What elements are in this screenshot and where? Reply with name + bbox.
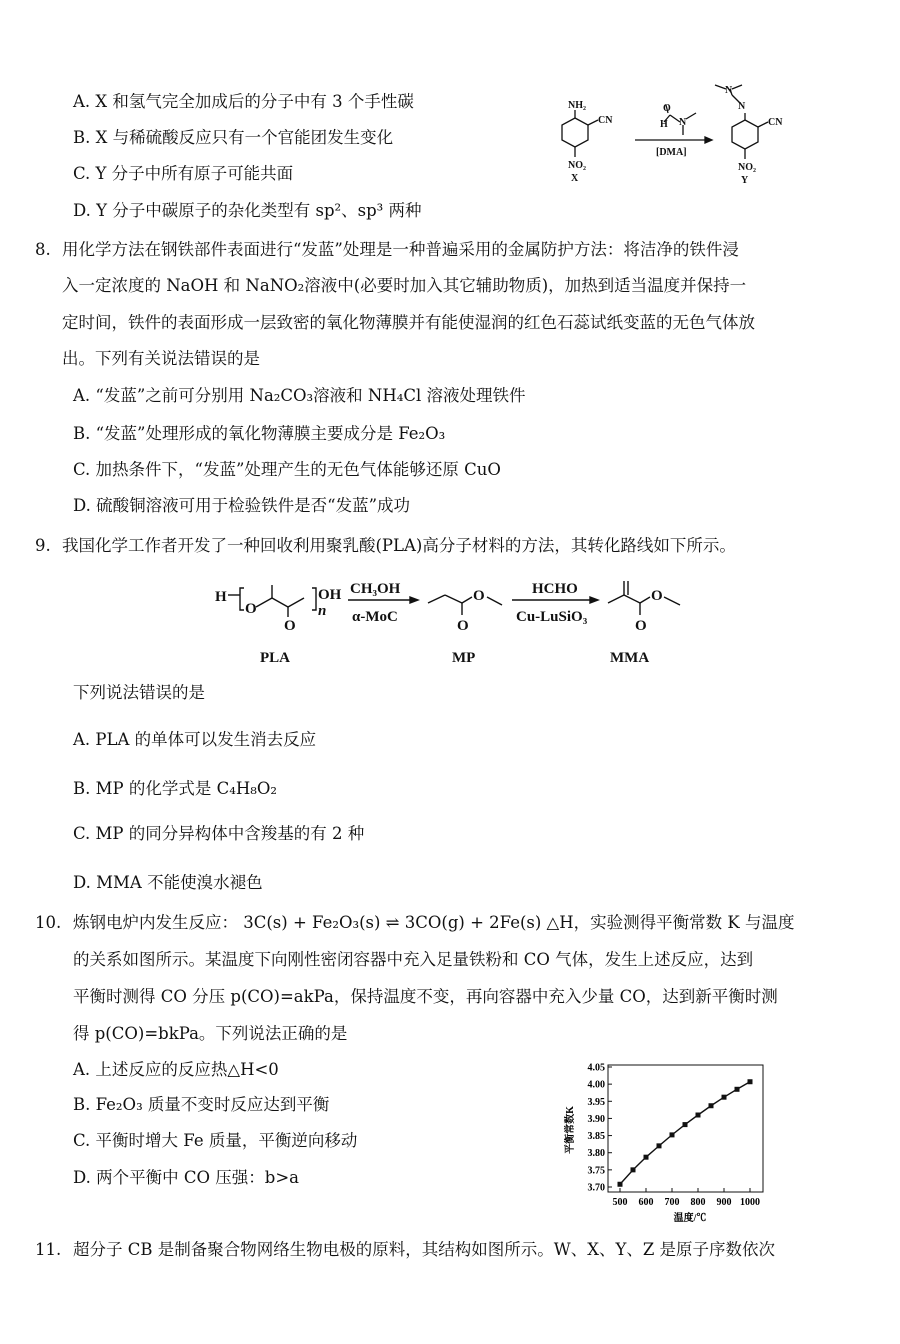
data-point: [709, 1103, 714, 1108]
data-point: [631, 1167, 636, 1172]
q9-option-b: B. MP 的化学式是 C₄H₈O₂: [73, 779, 277, 798]
n-label-y1: N: [725, 85, 733, 96]
q10-option-b: B. Fe₂O₃ 质量不变时反应达到平衡: [73, 1095, 330, 1114]
no2-label-y: NO₂: [738, 162, 756, 173]
pla-label: PLA: [260, 650, 290, 666]
plot-frame: [608, 1065, 763, 1192]
q7-option-c: C. Y 分子中所有原子可能共面: [73, 164, 294, 183]
q10-option-a: A. 上述反应的反应热△H<0: [73, 1060, 279, 1079]
q9-option-d: D. MMA 不能使溴水褪色: [73, 873, 263, 892]
n-label: N: [679, 117, 687, 128]
reagent1-bottom: α-MoC: [352, 609, 398, 625]
q8-stem-line: 定时间，铁件的表面形成一层致密的氧化物薄膜并有能使湿润的红色石蕊试纸变蓝的无色气体放: [62, 313, 755, 332]
x-tick-label: 900: [716, 1197, 732, 1208]
y-label: Y: [741, 175, 749, 186]
data-point: [735, 1087, 740, 1092]
x-tick-label: 500: [612, 1197, 628, 1208]
q9-stem: 我国化学工作者开发了一种回收利用聚乳酸(PLA)高分子材料的方法，其转化路线如下所示。: [62, 536, 736, 555]
y-tick-label: 3.90: [587, 1113, 605, 1125]
data-point: [618, 1182, 623, 1187]
q8-number: 8.: [35, 240, 51, 259]
q7-option-d: D. Y 分子中碳原子的杂化类型有 sp²、sp³ 两种: [73, 201, 422, 220]
nh2-label: NH₂: [568, 100, 586, 111]
q10-option-c: C. 平衡时增大 Fe 质量，平衡逆向移动: [73, 1131, 358, 1150]
o-label: O: [651, 588, 663, 604]
o-label: O: [245, 601, 257, 617]
x-axis-label: 温度/℃: [673, 1213, 707, 1224]
o-label: O: [284, 618, 296, 634]
q9-option-a: A. PLA 的单体可以发生消去反应: [73, 730, 317, 749]
h-label: H: [660, 119, 668, 130]
q9-number: 9.: [35, 536, 51, 555]
q10-stem-line: 炼钢电炉内发生反应： 3C(s) + Fe₂O₃(s) ⇌ 3CO(g) + 2Fe(s) △H，实验测得平衡常数 K 与温度: [73, 913, 795, 932]
q9-prompt: 下列说法错误的是: [73, 683, 205, 702]
q9-reaction-scheme: [200, 575, 700, 670]
oh-label: OH: [318, 587, 342, 603]
n-subscript: n: [318, 603, 327, 619]
n-label-y2: N: [738, 101, 746, 112]
q8-option-a: A. “发蓝”之前可分别用 Na₂CO₃溶液和 NH₄Cl 溶液处理铁件: [73, 386, 526, 405]
q7-option-b: B. X 与稀硫酸反应只有一个官能团发生变化: [73, 128, 394, 147]
series-line: [620, 1082, 750, 1185]
q10-option-d: D. 两个平衡中 CO 压强：b>a: [73, 1168, 299, 1187]
reagent2-top: HCHO: [532, 581, 578, 597]
y-tick-label: 3.80: [587, 1148, 605, 1160]
x-label: X: [571, 173, 579, 184]
q10-stem-line: 的关系如图所示。某温度下向刚性密闭容器中充入足量铁粉和 CO 气体，发生上述反应，达到: [73, 950, 754, 969]
x-tick-label: 1000: [740, 1197, 760, 1208]
x-tick-label: 800: [690, 1197, 706, 1208]
q9-option-c: C. MP 的同分异构体中含羧基的有 2 种: [73, 824, 365, 843]
h-label: H: [215, 589, 227, 605]
q8-stem-line: 用化学方法在钢铁部件表面进行“发蓝”处理是一种普遍采用的金属防护方法：将洁净的铁件浸: [62, 240, 739, 259]
y-tick-label: 3.85: [587, 1131, 605, 1143]
q8-option-b: B. “发蓝”处理形成的氧化物薄膜主要成分是 Fe₂O₃: [73, 424, 446, 443]
data-point: [696, 1113, 701, 1118]
q8-option-c: C. 加热条件下，“发蓝”处理产生的无色气体能够还原 CuO: [73, 460, 501, 479]
y-tick-label: 3.75: [587, 1165, 605, 1177]
q8-option-d: D. 硫酸铜溶液可用于检验铁件是否“发蓝”成功: [73, 496, 411, 515]
reagent2-bottom: Cu-LuSiO₃: [516, 609, 588, 625]
x-tick-label: 700: [664, 1197, 680, 1208]
data-point: [670, 1132, 675, 1137]
y-tick-label: 3.95: [587, 1096, 605, 1108]
q10-stem-line: 得 p(CO)=bkPa。下列说法正确的是: [73, 1024, 348, 1043]
data-point: [748, 1079, 753, 1084]
solvent-label: [DMA]: [656, 147, 687, 158]
q10-stem-line: 平衡时测得 CO 分压 p(CO)=akPa，保持温度不变，再向容器中充入少量 CO，达到新平衡时测: [73, 987, 778, 1006]
no2-label: NO₂: [568, 160, 586, 171]
y-axis-label: 平衡常数K: [565, 1106, 576, 1154]
mp-label: MP: [452, 650, 476, 666]
data-point: [657, 1143, 662, 1148]
o-label: O: [663, 103, 671, 114]
o-label: O: [635, 618, 647, 634]
k-temperature-chart: [560, 1055, 780, 1225]
q10-number: 10.: [35, 913, 62, 932]
q11-number: 11.: [35, 1240, 62, 1259]
q7-reaction-scheme: [560, 75, 800, 195]
mma-label: MMA: [610, 650, 650, 666]
y-tick-label: 4.00: [587, 1079, 605, 1091]
q8-stem-line: 入一定浓度的 NaOH 和 NaNO₂溶液中(必要时加入其它辅助物质)，加热到适当温度并保持一: [62, 276, 747, 295]
reagent1-top: CH₃OH: [350, 581, 401, 597]
data-point: [644, 1155, 649, 1160]
cn-label: CN: [598, 115, 613, 126]
data-point: [683, 1122, 688, 1127]
q8-stem-line: 出。下列有关说法错误的是: [62, 349, 260, 368]
o-label: O: [457, 618, 469, 634]
q7-option-a: A. X 和氢气完全加成后的分子中有 3 个手性碳: [73, 92, 414, 111]
y-tick-label: 3.70: [587, 1182, 605, 1194]
cn-label-y: CN: [768, 117, 783, 128]
data-point: [722, 1095, 727, 1100]
q11-stem: 超分子 CB 是制备聚合物网络生物电极的原料，其结构如图所示。W、X、Y、Z 是原子序数依次: [73, 1240, 776, 1259]
y-tick-label: 4.05: [587, 1062, 605, 1074]
o-label: O: [473, 588, 485, 604]
x-tick-label: 600: [638, 1197, 654, 1208]
